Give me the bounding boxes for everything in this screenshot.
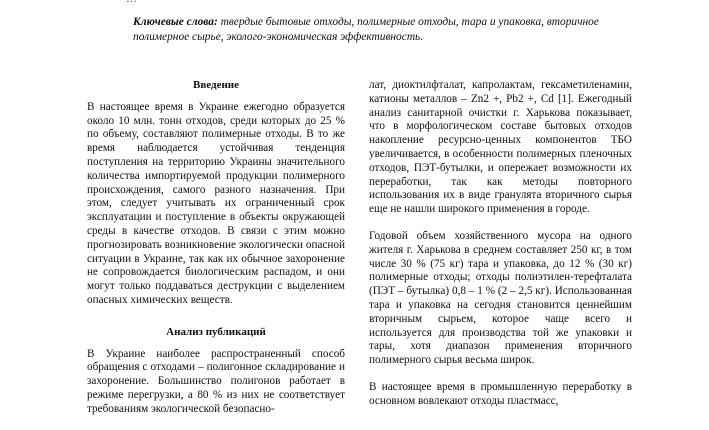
- keywords-text: твердые бытовые отходы, полимерные отходы, тара и упаковка, вторичное полимерное сырье, эколого-экономическая эффективность.: [133, 16, 599, 43]
- right-paragraph-3: В настоящее время в промышленную переработку в основном вовлекают отходы пластмасс,: [369, 380, 632, 407]
- section-heading-introduction: Введение: [192, 79, 240, 91]
- keywords-block: [133, 15, 603, 44]
- cut-off-line: [126, 0, 137, 5]
- right-column: [369, 79, 632, 422]
- right-paragraph-1: лат, диоктилфталат, капролактам, гексаметиленамин, катионы металлов – Zn2 +, Pb2 +, Cd [1]. Ежегодный анализ санитарной очистки г. Харькова показывает, что в морфологическом составе бытовых отходов накопление ресурсно-ценных компонентов ТБО увеличивается, в особенности полимерных пленочных отходов, ПЭТ-бутылки, и опережает возможности их переработки, так как методы повторного использования их в виде гранулята вторичного сырья еще не нашли широкого применения в городе.: [369, 79, 632, 216]
- keywords-label: Ключевые слова:: [133, 16, 218, 28]
- analysis-paragraph: В Украине наиболее распространенный способ обращения с отходами – полигонное складирование и захоронение. Большинство полигонов работает в режиме перегрузки, а 80 % из них не соответствует требованиям экологической безопасно-: [87, 347, 345, 415]
- introduction-paragraph: В настоящее время в Украине ежегодно образуется около 10 млн. тонн отходов, среди которых до 25 % по объему, составляют полимерные отходы. В то же время наблюдается устойчивая тенденция поступления на территорию Украины значительного количества импортируемой продукции полимерного происхождения, самого разного назначения. При этом, следует учитывать их ограниченный срок эксплуатации и поступление в объекты окружающей среды в качестве отходов. В связи с этим можно прогнозировать возникновение экологически опасной ситуации в Украине, так как их обычное захоронение не сопровождается биологическим распадом, и они могут только поддаваться деструкции с выделением опасных химических веществ.: [87, 100, 345, 306]
- left-column: [87, 79, 345, 430]
- right-paragraph-2: Годовой объем хозяйственного мусора на одного жителя г. Харькова в среднем составляет 250 кг, в том числе 30 % (75 кг) тара и упаковка, до 12 % (30 кг) полимерные отходы; отходы полиэтилен-терефталата (ПЭТ – бутылка) 0,8 – 1 % (2 – 2,5 кг). Использованная тара и упаковка на сегодня становится ценнейшим вторичным сырьем, которое чаще всего и используется для производства той же упаковки и тары, хотя диапазон применения вторичного полимерного сырья весьма широк.: [369, 229, 632, 367]
- section-heading-analysis: Анализ публикаций: [166, 325, 266, 338]
